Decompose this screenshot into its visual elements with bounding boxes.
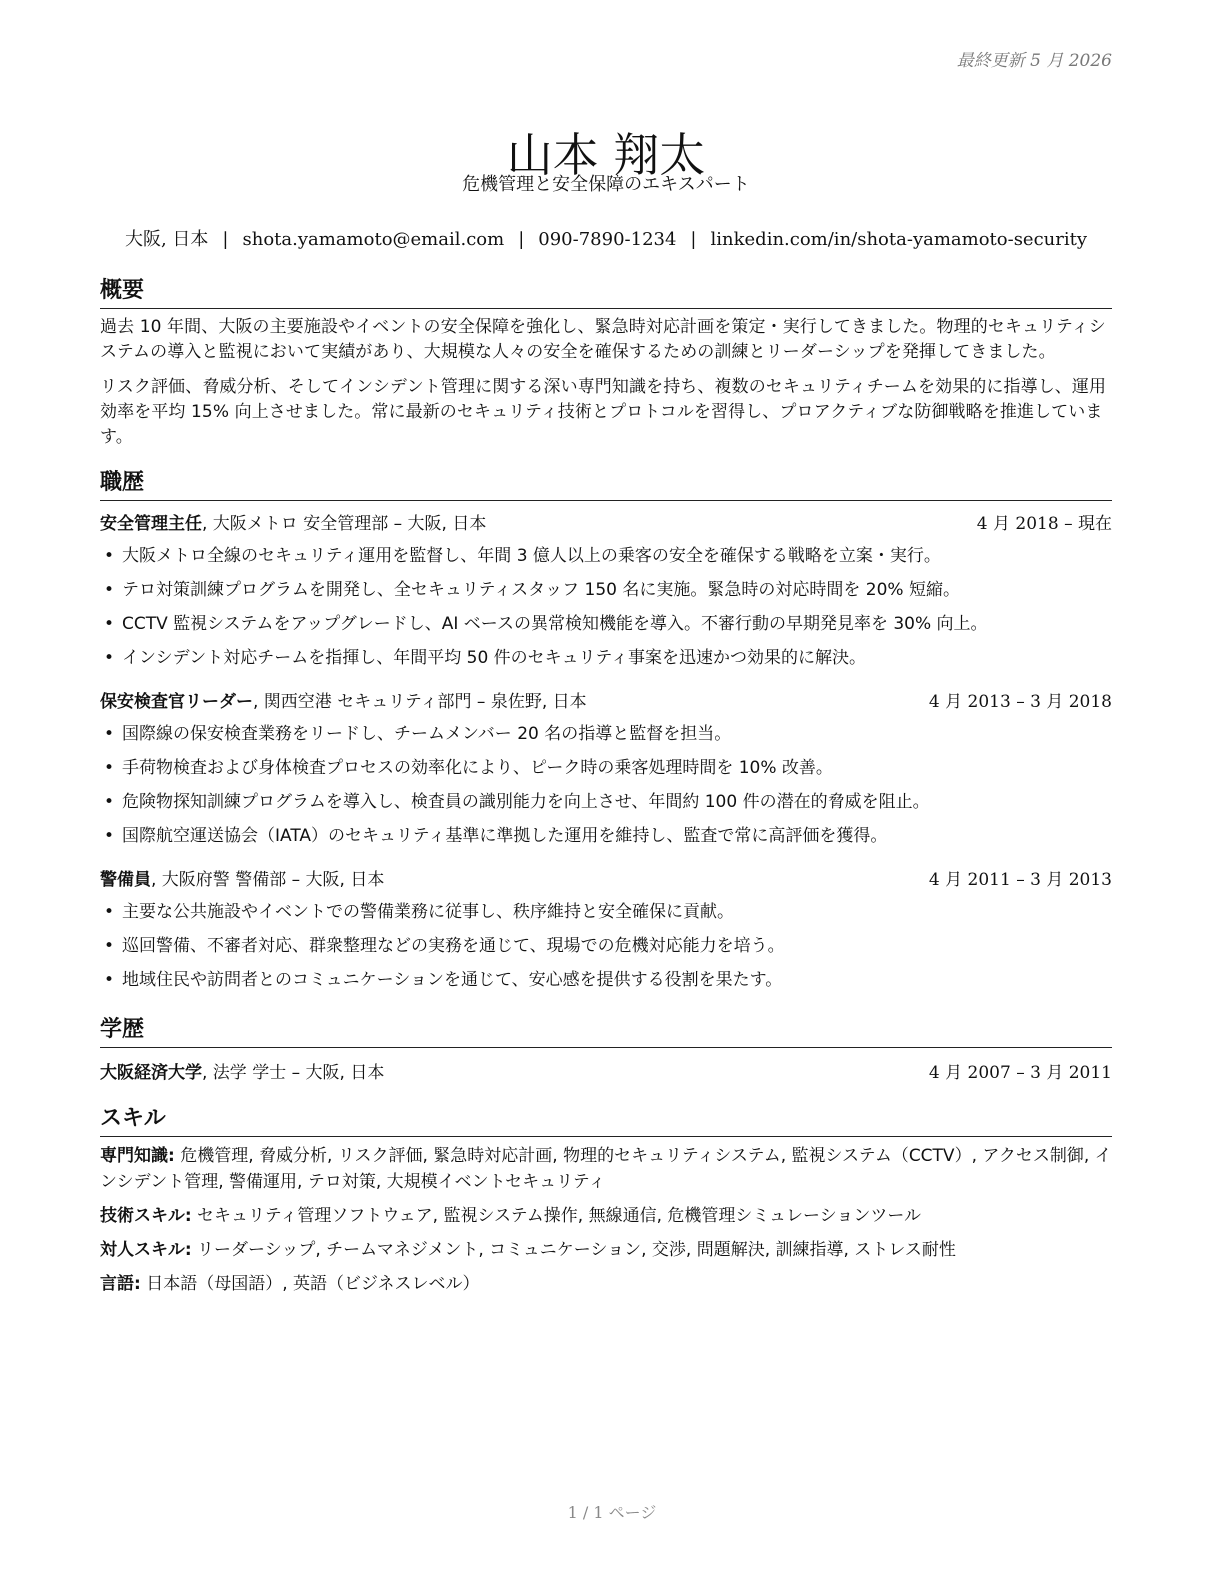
skill-line (100, 1237, 1112, 1263)
skill-label: 対人スキル: (100, 1240, 192, 1260)
education-entry (100, 1060, 1112, 1086)
job-dates: 4 月 2011 – 3 月 2013 (928, 870, 1112, 890)
job-bullet: • CCTV 監視システムをアップグレードし、AI ベースの異常検知機能を導入。不審行動の早期発見率を 30% 向上。 (100, 607, 1112, 641)
job-org: , 大阪府警 警備部 – 大阪, 日本 (151, 870, 385, 890)
job-bullet: • インシデント対応チームを指揮し、年間平均 50 件のセキュリティ事案を迅速かつ効果的に解決。 (100, 641, 1112, 675)
job-role: 安全管理主任 (100, 514, 202, 534)
page-number: 1 / 1 ページ (567, 1503, 657, 1522)
contact-location: 大阪, 日本 (124, 229, 209, 250)
skill-value: リーダーシップ, チームマネジメント, コミュニケーション, 交渉, 問題解決, 訓練指導, ストレス耐性 (191, 1240, 956, 1260)
job-dates: 4 月 2018 – 現在 (976, 514, 1112, 534)
job-bullet: • 国際航空運送協会（IATA）のセキュリティ基準に準拠した運用を維持し、監査で常に高評価を獲得。 (100, 819, 1112, 853)
job-bullet: • テロ対策訓練プログラムを開発し、全セキュリティスタッフ 150 名に実施。緊急時の対応時間を 20% 短縮。 (100, 573, 1112, 607)
experience-section (100, 468, 1112, 997)
skill-label: 専門知識: (100, 1146, 175, 1166)
contact-separator: | (518, 229, 525, 250)
job-entry (100, 867, 1112, 997)
skill-value: 危機管理, 脅威分析, リスク評価, 緊急時対応計画, 物理的セキュリティシステム, 監視システム（CCTV）, アクセス制御, インシデント管理, 警備運用, テロ対策, 大規模イベントセキュリティ (100, 1146, 1112, 1192)
job-bullet: • 大阪メトロ全線のセキュリティ運用を監督し、年間 3 億人以上の乗客の安全を確保する戦略を立案・実行。 (100, 539, 1112, 573)
job-entry (100, 511, 1112, 675)
job-bullet: • 手荷物検査および身体検査プロセスの効率化により、ピーク時の乗客処理時間を 10% 改善。 (100, 751, 1112, 785)
education-title: 学歴 (100, 1015, 1112, 1048)
education-section (100, 1015, 1112, 1086)
job-bullets (100, 539, 1112, 675)
job-bullets (100, 717, 1112, 853)
job-header (100, 689, 1112, 715)
job-header (100, 867, 1112, 893)
summary-title: 概要 (100, 276, 1112, 309)
contact-phone[interactable]: 090-7890-1234 (538, 229, 677, 250)
skill-line (100, 1203, 1112, 1229)
contact-separator: | (222, 229, 229, 250)
summary-paragraph: 過去 10 年間、大阪の主要施設やイベントの安全保障を強化し、緊急時対応計画を策定・実行してきました。物理的セキュリティシステムの導入と監視において実績があり、大規模な人々の安全を確保するための訓練とリーダーシップを発揮してきました。 (100, 317, 1106, 362)
job-bullet: • 主要な公共施設やイベントでの警備業務に従事し、秩序維持と安全確保に貢献。 (100, 895, 1112, 929)
education-detail: , 法学 学士 – 大阪, 日本 (202, 1063, 385, 1083)
tagline: 危機管理と安全保障のエキスパート (462, 174, 750, 195)
job-bullets (100, 895, 1112, 997)
summary-section (100, 276, 1112, 450)
contact-linkedin[interactable]: linkedin.com/in/shota-yamamoto-security (710, 229, 1088, 250)
job-header (100, 511, 1112, 537)
skill-label: 言語: (100, 1274, 141, 1294)
job-bullet: • 国際線の保安検査業務をリードし、チームメンバー 20 名の指導と監督を担当。 (100, 717, 1112, 751)
contact-email[interactable]: shota.yamamoto@email.com (242, 229, 505, 250)
last-updated: 最終更新 5 月 2026 (956, 51, 1112, 71)
skills-section (100, 1104, 1112, 1297)
job-bullet: • 地域住民や訪問者とのコミュニケーションを通じて、安心感を提供する役割を果たす。 (100, 963, 1112, 997)
job-org: , 大阪メトロ 安全管理部 – 大阪, 日本 (202, 514, 487, 534)
experience-title: 職歴 (100, 468, 1112, 501)
skill-line (100, 1143, 1112, 1195)
skill-value: 日本語（母国語）, 英語（ビジネスレベル） (140, 1274, 480, 1294)
job-role: 警備員 (100, 870, 151, 890)
skill-line (100, 1271, 1112, 1297)
job-dates: 4 月 2013 – 3 月 2018 (928, 692, 1112, 712)
education-dates: 4 月 2007 – 3 月 2011 (928, 1063, 1112, 1083)
job-org: , 関西空港 セキュリティ部門 – 泉佐野, 日本 (253, 692, 587, 712)
resume-page (100, 0, 1112, 1584)
skill-value: セキュリティ管理ソフトウェア, 監視システム操作, 無線通信, 危機管理シミュレーションツール (191, 1206, 922, 1226)
skills-title: スキル (100, 1104, 1112, 1137)
job-entry (100, 689, 1112, 853)
job-bullet: • 巡回警備、不審者対応、群衆整理などの実務を通じて、現場での危機対応能力を培う。 (100, 929, 1112, 963)
contact-line (100, 225, 1112, 251)
education-school: 大阪経済大学 (100, 1063, 202, 1083)
resume-body (100, 276, 1112, 1297)
contact-separator: | (690, 229, 697, 250)
job-role: 保安検査官リーダー (100, 692, 253, 712)
summary-paragraph: リスク評価、脅威分析、そしてインシデント管理に関する深い専門知識を持ち、複数のセキュリティチームを効果的に指導し、運用効率を平均 15% 向上させました。常に最新のセキュリティ技術とプロトコルを習得し、プロアクティブな防御戦略を推進しています。 (100, 377, 1107, 447)
candidate-name: 山本 翔太 (506, 127, 706, 182)
skill-label: 技術スキル: (100, 1206, 192, 1226)
job-bullet: • 危険物探知訓練プログラムを導入し、検査員の識別能力を向上させ、年間約 100 件の潜在的脅威を阻止。 (100, 785, 1112, 819)
